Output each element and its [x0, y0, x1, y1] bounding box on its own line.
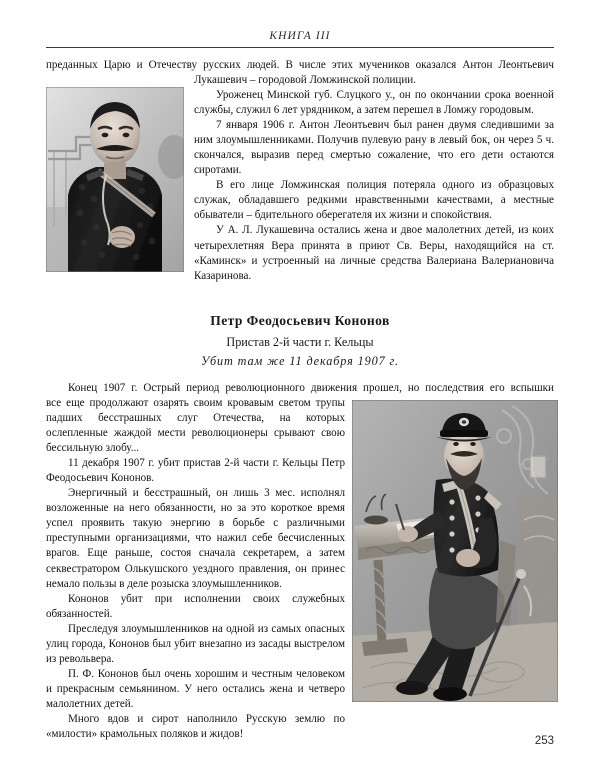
paragraph: В его лице Ломжинская полиция потеряла одного из образцовых служак, обладавшего редкими нравственными качествами, а местные обыватели – бдительного оберегателя их жизни и спокойствия.: [194, 179, 554, 222]
paragraph: 11 декабря 1907 г. убит пристав 2-й части г. Кельцы Петр Феодосьевич Кононов.: [46, 457, 345, 485]
person-name: Петр Феодосьевич Кононов: [210, 313, 390, 328]
kononov-text-column: [46, 396, 345, 742]
portrait-photo-lukashevich: [46, 87, 184, 272]
paragraph: У А. Л. Лукашевича остались жена и двое малолетних детей, из коих четырехлетняя Вера принята в приют Св. Веры, находящийся на ст. «Каминск» и устроенный на личные средства Валериана Валериановича Казаринова.: [194, 224, 554, 282]
kononov-lead-text: Конец 1907 г. Острый период революционного движения прошел, но последствия его вспышки: [68, 382, 554, 394]
paragraph: Энергичный и бесстрашный, он лишь 3 мес. исполнял возложенные на него обязанности, но за это короткое время успел проявить такую энергию в борьбе с различными преступными организациями, что нажил себе бесчисленных врагов. Еще раньше, состоя сначала секретарем, а затем секвестратором Олькушского уездного правления, он принес немало пользы в деле розыска злоумышленников.: [46, 487, 345, 590]
paragraph: П. Ф. Кононов был очень хорошим и честным человеком и прекрасным семьянином. У него остались жена и четверо малолетних детей.: [46, 667, 345, 710]
paragraph: Преследуя злоумышленников на одной из самых опасных улиц города, Кононов был убит внезапно из засады выстрелом из револьвера.: [46, 622, 345, 665]
running-head: КНИГА III: [269, 30, 331, 42]
person-fate: Убит там же 11 декабря 1907 г.: [201, 354, 399, 368]
lukashevich-lead-text: преданных Царю и Отечеству русских людей. В числе этих мучеников оказался Антон Леонтьевич: [46, 59, 554, 71]
paragraph: Лукашевич – городовой Ломжинской полиции.: [194, 74, 417, 86]
paragraph: Кононов убит при исполнении своих служебных обязанностей.: [46, 592, 345, 620]
header-rule: [46, 47, 554, 48]
lukashevich-lead-line: [46, 58, 554, 73]
person-rank: Пристав 2-й части г. Кельцы: [226, 335, 374, 349]
portrait-photo-kononov: [352, 400, 558, 702]
lukashevich-text-column: [194, 73, 554, 284]
paragraph: Много вдов и сирот наполнило Русскую землю по «милости» крамольных поляков и жидов!: [46, 712, 345, 741]
kononov-title-block: [46, 313, 554, 369]
paragraph: все еще продолжают озарять своим кровавым светом трупы падших бесстрашных слуг Отечества, на которых ослепленные жаждой мести революционеры срывают свою бессильную злобу...: [46, 397, 345, 455]
paragraph: Уроженец Минской губ. Слуцкого у., он по окончании срока военной службы, служил 6 лет урядником, а затем перешел в Ломжу городовым.: [194, 89, 554, 117]
kononov-lead-line: [46, 381, 554, 396]
paragraph: 7 января 1906 г. Антон Леонтьевич был ранен двумя следившими за ним злоумышленниками. Получив пулевую рану в левый бок, он через 5 ч. скончался, выразив перед смертью сожаление, что его дети остаются сиротами.: [194, 119, 554, 177]
page-number: 253: [534, 735, 554, 747]
